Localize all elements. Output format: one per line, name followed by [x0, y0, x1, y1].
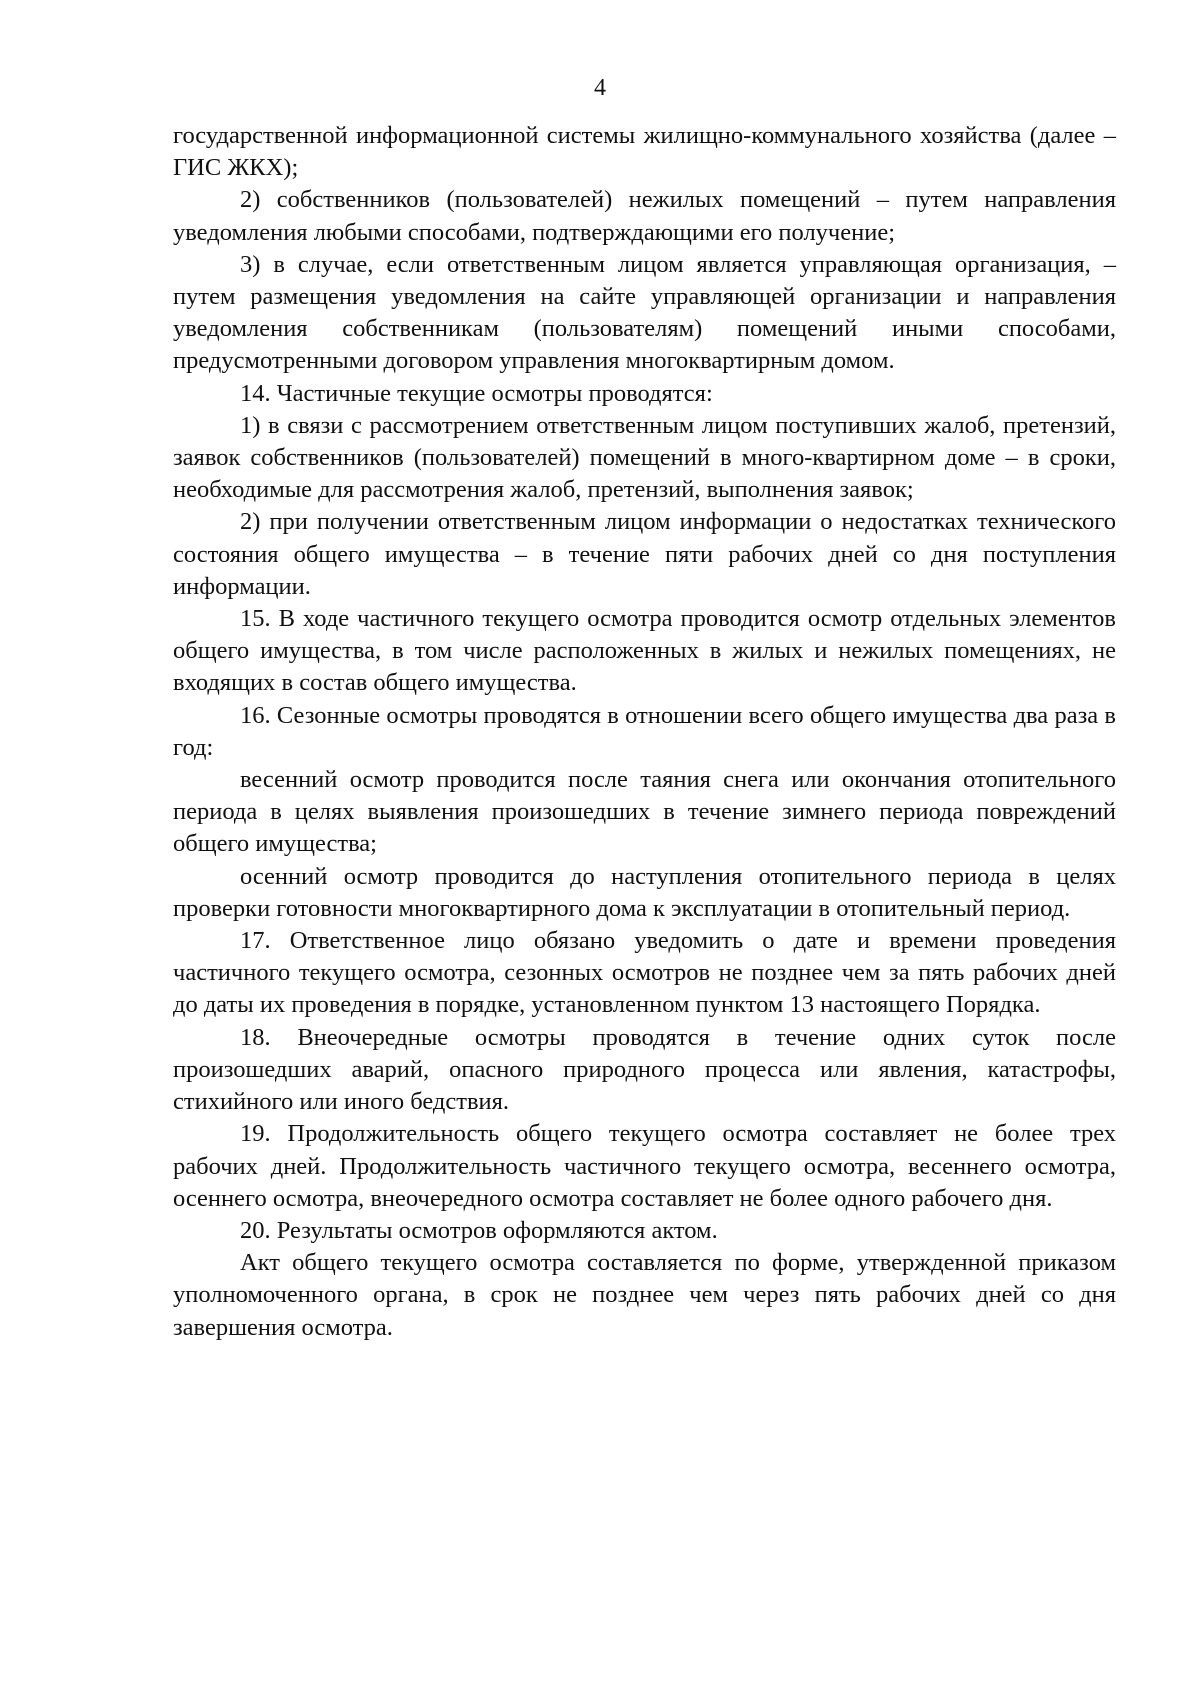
- paragraph-item-17: 17. Ответственное лицо обязано уведомить о дате и времени проведения частичного текущего осмотра, сезонных осмотров не позднее чем за пять рабочих дней до даты их проведения в порядке, установленном пунктом 13 настоящего Порядка.: [173, 927, 1116, 1019]
- paragraph-notify-nonresidential-owners: 2) собственников (пользователей) нежилых помещений – путем направления уведомления любыми способами, подтверждающими его получение;: [173, 186, 1116, 246]
- paragraph-spring-inspection: весенний осмотр проводится после таяния снега или окончания отопительного периода в целях выявления произошедших в течение зимнего периода повреждений общего имущества;: [173, 766, 1116, 858]
- paragraph-autumn-inspection: осенний осмотр проводится до наступления отопительного периода в целях проверки готовности многоквартирного дома к эксплуатации в отопительный период.: [173, 862, 1116, 922]
- paragraph-item-14-1: 1) в связи с рассмотрением ответственным лицом поступивших жалоб, претензий, заявок собственников (пользователей) помещений в много-квартирном доме – в сроки, необходимые для рассмотрения жалоб, претензий, выполнения заявок;: [173, 411, 1116, 504]
- paragraph-item-20: 20. Результаты осмотров оформляются актом.: [240, 1216, 718, 1244]
- paragraph-item-14: 14. Частичные текущие осмотры проводятся:: [240, 379, 713, 407]
- page-number: 4: [594, 75, 606, 101]
- paragraph-item-16: 16. Сезонные осмотры проводятся в отношении всего общего имущества два раза в год:: [173, 701, 1116, 761]
- paragraph-item-14-2: 2) при получении ответственным лицом информации о недостатках технического состояния общего имущества – в течение пяти рабочих дней со дня поступления информации.: [173, 508, 1116, 600]
- paragraph-gis-zhkh-continuation: государственной информационной системы жилищно-коммунального хозяйства (далее – ГИС ЖКХ);: [173, 122, 1116, 182]
- paragraph-notify-management-org: 3) в случае, если ответственным лицом является управляющая организация, – путем размещения уведомления на сайте управляющей организации и направления уведомления собственникам (пользователям) помещений иными способами, предусмотренными договором управления многоквартирным домом.: [173, 250, 1116, 375]
- paragraph-item-15: 15. В ходе частичного текущего осмотра проводится осмотр отдельных элементов общего имущества, в том числе расположенных в жилых и нежилых помещениях, не входящих в состав общего имущества.: [173, 605, 1116, 697]
- document-body: [173, 120, 1116, 1344]
- paragraph-item-18: 18. Внеочередные осмотры проводятся в течение одних суток после произошедших аварий, опасного природного процесса или явления, катастрофы, стихийного или иного бедствия.: [173, 1023, 1116, 1116]
- paragraph-item-19: 19. Продолжительность общего текущего осмотра составляет не более трех рабочих дней. Продолжительность частичного текущего осмотра, весеннего осмотра, осеннего осмотра, внеочередного осмотра составляет не более одного рабочего дня.: [173, 1120, 1116, 1212]
- paragraph-inspection-act: Акт общего текущего осмотра составляется по форме, утвержденной приказом уполномоченного органа, в срок не позднее чем через пять рабочих дней со дня завершения осмотра.: [173, 1249, 1116, 1341]
